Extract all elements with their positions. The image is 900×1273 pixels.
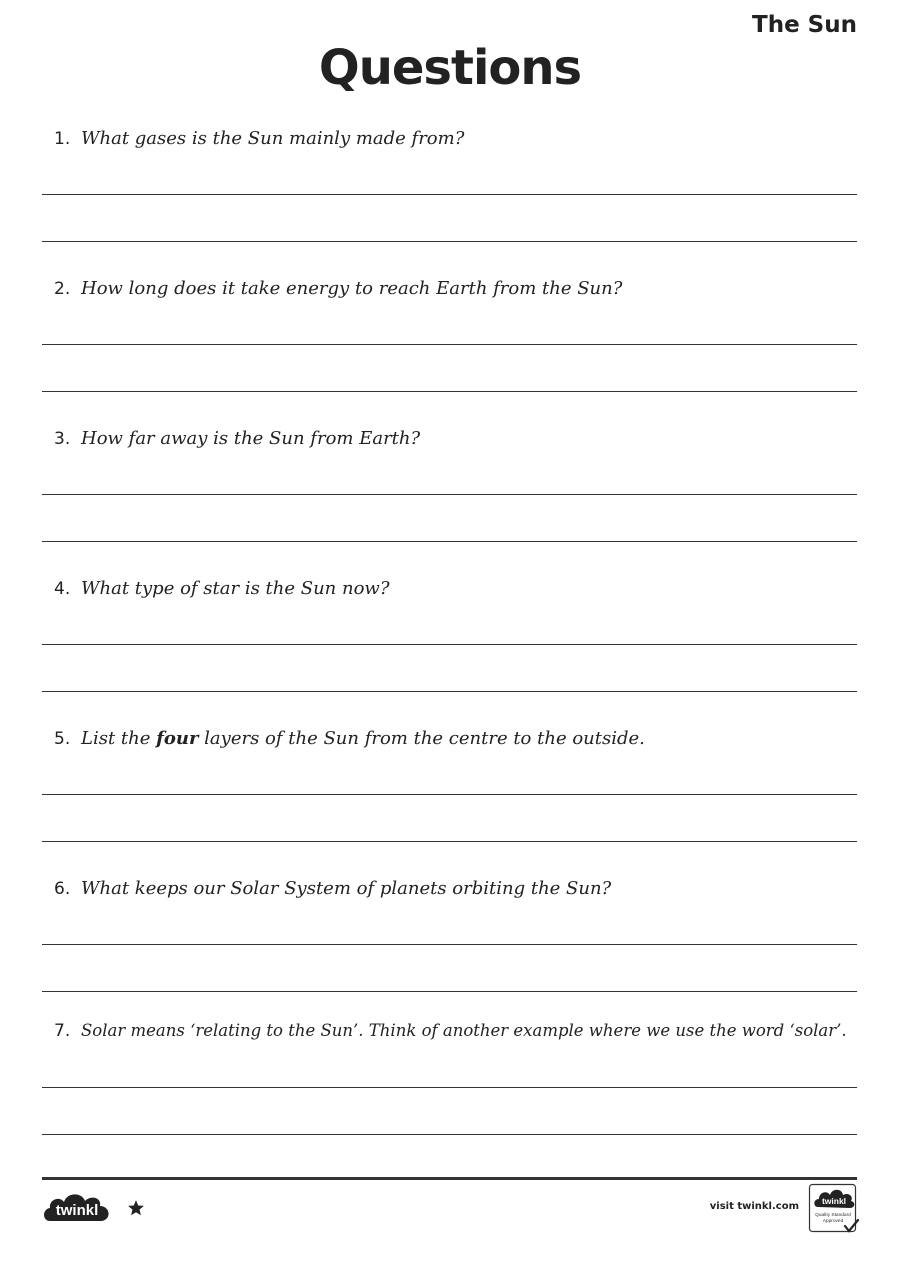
question-emphasis: four [156,728,199,749]
question-text: Solar means ‘relating to the Sun’. Think of another example where we use the word ‘solar’. [81,1021,847,1040]
topic-label: The Sun [752,12,857,38]
question-text: What type of star is the Sun now? [81,578,390,599]
answer-line[interactable] [42,541,857,542]
badge-caption-line1: Quality Standard [815,1213,851,1218]
answer-line[interactable] [42,644,857,645]
answer-line[interactable] [42,391,857,392]
answer-line[interactable] [42,944,857,945]
question-number: 3. [54,429,71,449]
question-7 [54,1021,857,1041]
twinkl-logo[interactable] [42,1187,114,1229]
quality-badge [808,1183,860,1235]
logo-text: twinkl [55,1202,99,1219]
question-1 [54,128,857,149]
page-title: Questions [318,40,582,96]
question-text: What gases is the Sun mainly made from? [81,128,465,149]
visit-link[interactable]: visit twinkl.com [709,1201,799,1212]
question-text: What keeps our Solar System of planets orbiting the Sun? [81,878,612,899]
answer-line[interactable] [42,241,857,242]
question-number: 4. [54,579,71,599]
question-3 [54,428,857,449]
badge-caption-line2: Approved [822,1219,844,1224]
answer-line[interactable] [42,841,857,842]
answer-line[interactable] [42,494,857,495]
question-6 [54,878,857,899]
question-number: 1. [54,129,71,149]
footer-divider [42,1177,857,1180]
answer-line[interactable] [42,1134,857,1135]
question-text: How long does it take energy to reach Earth from the Sun? [81,278,623,299]
question-number: 5. [54,729,71,749]
question-text-end: layers of the Sun from the centre to the outside. [198,728,645,749]
badge-logo-text: twinkl [821,1196,847,1206]
question-number: 6. [54,879,71,899]
question-4 [54,578,857,599]
answer-line[interactable] [42,194,857,195]
star-icon [127,1199,145,1217]
question-5 [54,728,857,749]
answer-line[interactable] [42,344,857,345]
answer-line[interactable] [42,794,857,795]
question-2 [54,278,857,299]
question-text: How far away is the Sun from Earth? [81,428,421,449]
question-number: 7. [54,1021,71,1041]
question-text-start: List the [81,728,157,749]
answer-line[interactable] [42,991,857,992]
answer-line[interactable] [42,691,857,692]
answer-line[interactable] [42,1087,857,1088]
question-number: 2. [54,279,71,299]
